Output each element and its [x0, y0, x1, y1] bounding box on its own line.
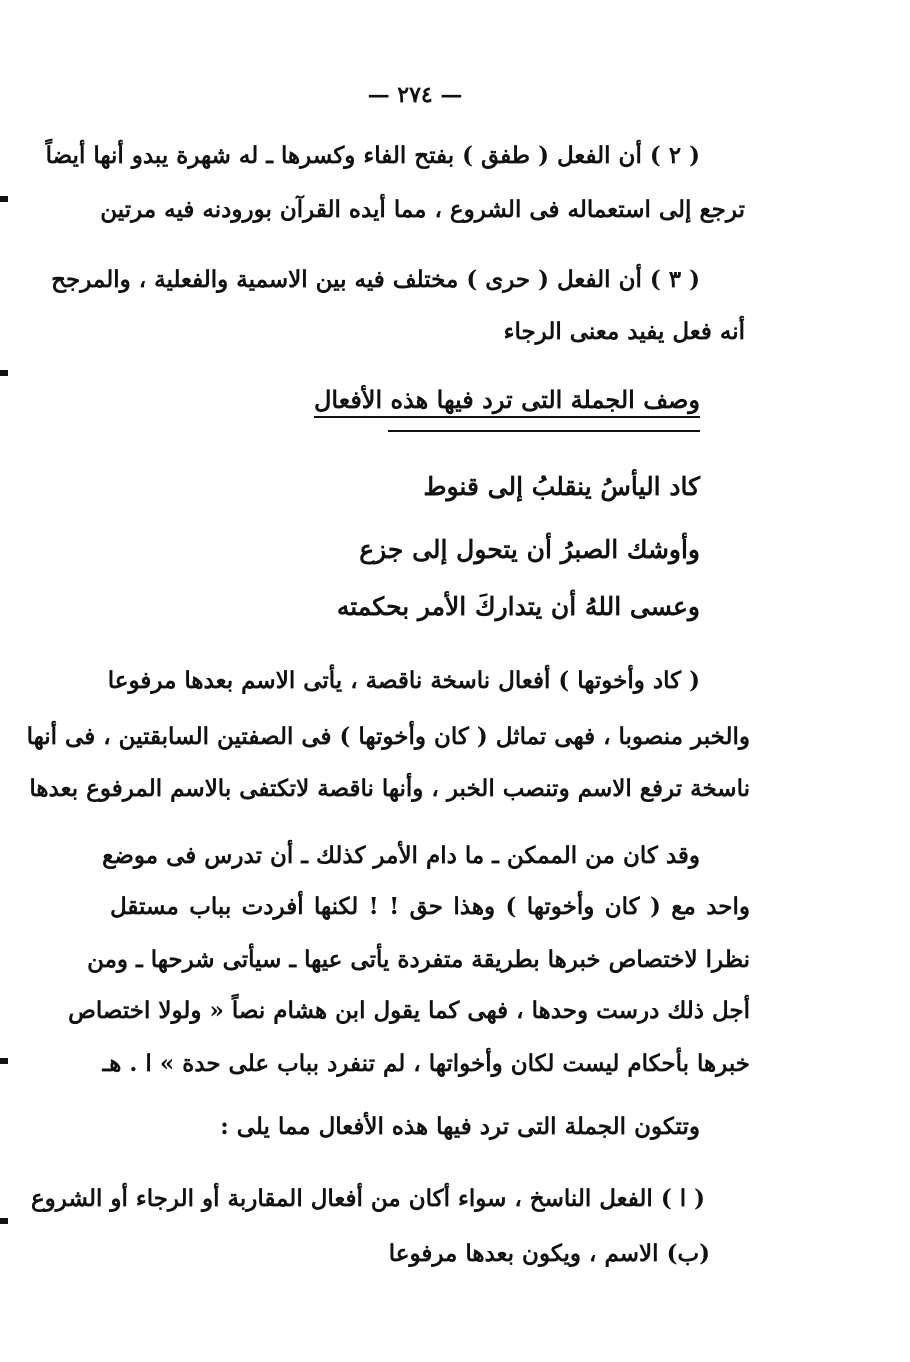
scan-mark — [0, 1058, 8, 1064]
paragraph-2-line-5: خبرها بأحكام ليست لكان وأخواتها ، لم تنفرد بباب على حدة » ا . هـ — [102, 1050, 750, 1077]
scan-mark — [0, 196, 8, 202]
paragraph-2-line-1: وقد كان من الممكن ـ ما دام الأمر كذلك ـ أن تدرس فى موضع — [102, 842, 700, 869]
paragraph-1-line-1: ( كاد وأخوتها ) أفعال ناسخة ناقصة ، يأتى الاسم بعدها مرفوعا — [107, 667, 700, 694]
component-item-a: ( ا ) الفعل الناسخ ، سواء أكان من أفعال المقاربة أو الرجاء أو الشروع — [30, 1185, 705, 1212]
scan-mark — [0, 1218, 8, 1224]
paragraph-1-line-2: والخبر منصوبا ، فهى تماثل ( كان وأخوتها ) فى الصفتين السابقتين ، فى أنها — [26, 723, 750, 750]
page-number: — ٢٧٤ — — [367, 82, 463, 108]
note-2-line-1: ( ٢ ) أن الفعل ( طفق ) بفتح الفاء وكسرها ـ له شهرة يبدو أنها أيضاً — [45, 142, 700, 169]
paragraph-1-line-3: ناسخة ترفع الاسم وتنصب الخبر ، وأنها ناقصة لاتكتفى بالاسم المرفوع بعدها — [29, 775, 750, 802]
note-3-line-2: أنه فعل يفيد معنى الرجاء — [503, 318, 745, 345]
scan-mark — [0, 370, 8, 376]
example-line-3: وعسى اللهُ أن يتداركَ الأمر بحكمته — [336, 592, 700, 621]
components-intro: وتتكون الجملة التى ترد فيها هذه الأفعال مما يلى : — [220, 1113, 700, 1140]
note-2-line-2: ترجع إلى استعماله فى الشروع ، مما أيده القرآن بورودنه فيه مرتين — [100, 196, 745, 223]
note-3-line-1: ( ٣ ) أن الفعل ( حرى ) مختلف فيه بين الاسمية والفعلية ، والمرجح — [51, 266, 700, 293]
paragraph-2-line-2: واحد مع ( كان وأخوتها ) وهذا حق ! ! لكنها أفردت بباب مستقل — [110, 893, 750, 920]
section-heading: وصف الجملة التى ترد فيها هذه الأفعال — [313, 385, 700, 414]
component-item-b: (ب) الاسم ، ويكون بعدها مرفوعا — [388, 1240, 710, 1267]
example-line-1: كاد اليأسُ ينقلبُ إلى قنوط — [423, 472, 700, 501]
paragraph-2-line-4: أجل ذلك درست وحدها ، فهى كما يقول ابن هشام نصاً « ولولا اختصاص — [68, 997, 750, 1024]
paragraph-2-line-3: نظرا لاختصاص خبرها بطريقة متفردة يأتى عيها ـ سيأتى شرحها ـ ومن — [87, 946, 750, 973]
heading-underline — [388, 430, 700, 432]
example-line-2: وأوشك الصبرُ أن يتحول إلى جزع — [359, 535, 700, 564]
